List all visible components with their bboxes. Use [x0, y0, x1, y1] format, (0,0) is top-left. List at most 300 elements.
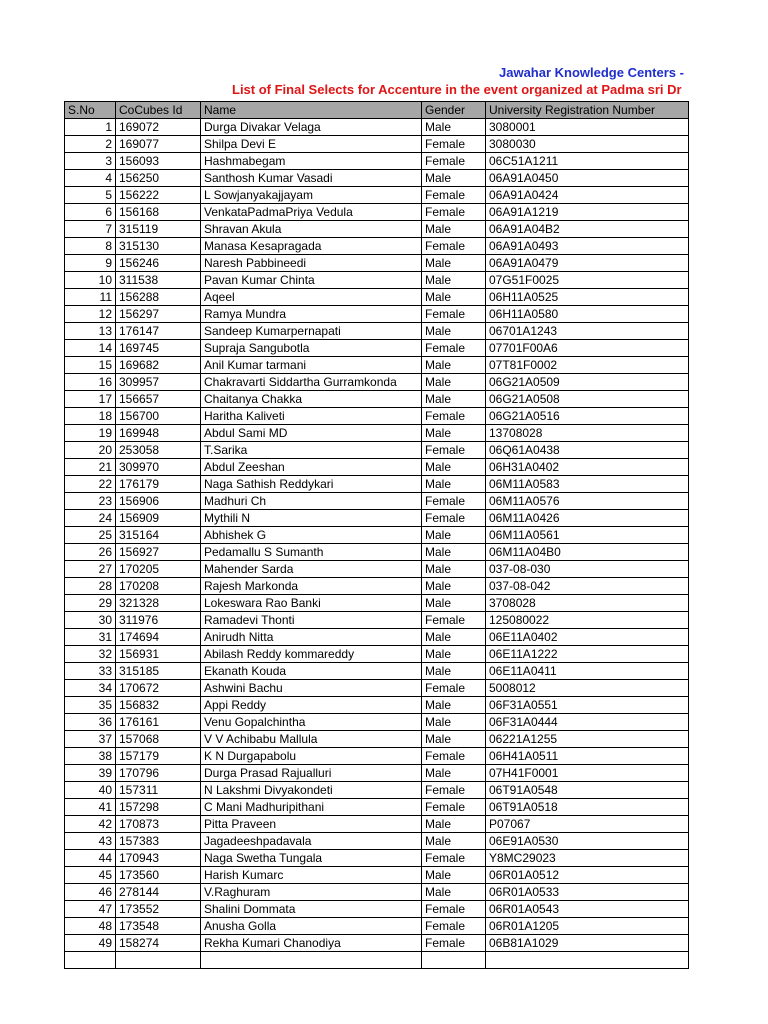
cell-cocubes-id: 315119	[116, 221, 201, 238]
cell-sno: 21	[65, 459, 116, 476]
cell-registration-number: 06A91A1219	[486, 204, 689, 221]
cell-sno: 22	[65, 476, 116, 493]
cell-gender: Male	[422, 255, 486, 272]
cell-name: Pedamallu S Sumanth	[201, 544, 422, 561]
cell-cocubes-id: 169077	[116, 136, 201, 153]
cell-sno: 32	[65, 646, 116, 663]
cell-cocubes-id: 157068	[116, 731, 201, 748]
cell-gender: Female	[422, 408, 486, 425]
cell-sno: 42	[65, 816, 116, 833]
table-row	[65, 272, 689, 289]
table-row	[65, 765, 689, 782]
table-row	[65, 238, 689, 255]
document-subtitle: List of Final Selects for Accenture in the event organized at Padma sri Dr	[232, 82, 682, 97]
table-row	[65, 935, 689, 952]
cell-cocubes-id: 169682	[116, 357, 201, 374]
cell-gender: Female	[422, 187, 486, 204]
cell-name: C Mani Madhuripithani	[201, 799, 422, 816]
cell-name: Hashmabegam	[201, 153, 422, 170]
header-sno: S.No	[65, 102, 116, 119]
cell-registration-number: 06E11A0402	[486, 629, 689, 646]
table-row	[65, 255, 689, 272]
table-row	[65, 527, 689, 544]
cell-registration-number: 037-08-030	[486, 561, 689, 578]
cell-registration-number: 06A91A0493	[486, 238, 689, 255]
cell-gender: Male	[422, 884, 486, 901]
cell-registration-number: 3080030	[486, 136, 689, 153]
cell-gender: Male	[422, 357, 486, 374]
cell-gender: Female	[422, 510, 486, 527]
cell-cocubes-id: 176147	[116, 323, 201, 340]
cell-gender: Female	[422, 204, 486, 221]
cell-cocubes-id: 170873	[116, 816, 201, 833]
cell-gender: Female	[422, 918, 486, 935]
cell-registration-number: 07G51F0025	[486, 272, 689, 289]
cell-gender: Male	[422, 221, 486, 238]
cell-cocubes-id: 156906	[116, 493, 201, 510]
table-row	[65, 595, 689, 612]
table-header-row	[65, 102, 689, 119]
cell-registration-number: 06M11A04B0	[486, 544, 689, 561]
cell-sno: 9	[65, 255, 116, 272]
cell-gender: Male	[422, 459, 486, 476]
cell-name: Chaitanya Chakka	[201, 391, 422, 408]
cell-registration-number: 06A91A04B2	[486, 221, 689, 238]
cell-cocubes-id: 156093	[116, 153, 201, 170]
cell-sno: 48	[65, 918, 116, 935]
cell-name: Pitta Praveen	[201, 816, 422, 833]
cell-sno: 6	[65, 204, 116, 221]
cell-name: Aqeel	[201, 289, 422, 306]
table-row	[65, 153, 689, 170]
cell-gender: Male	[422, 697, 486, 714]
cell-name: K N Durgapabolu	[201, 748, 422, 765]
cell-registration-number: 125080022	[486, 612, 689, 629]
cell-cocubes-id: 156927	[116, 544, 201, 561]
cell-name: Naresh Pabbineedi	[201, 255, 422, 272]
cell-sno: 40	[65, 782, 116, 799]
cell-sno: 24	[65, 510, 116, 527]
cell-name: Harish Kumarc	[201, 867, 422, 884]
cell-name: V.Raghuram	[201, 884, 422, 901]
table-row	[65, 646, 689, 663]
table-row	[65, 204, 689, 221]
cell-name: Santhosh Kumar Vasadi	[201, 170, 422, 187]
cell-gender: Male	[422, 272, 486, 289]
table-row	[65, 663, 689, 680]
table-row	[65, 136, 689, 153]
cell-registration-number: 06F31A0444	[486, 714, 689, 731]
cell-sno: 8	[65, 238, 116, 255]
table-row	[65, 289, 689, 306]
cell-name: Ramadevi Thonti	[201, 612, 422, 629]
header-registration-number: University Registration Number	[486, 102, 689, 119]
cell-cocubes-id: 173560	[116, 867, 201, 884]
cell-registration-number: 06Q61A0438	[486, 442, 689, 459]
cell-gender: Female	[422, 153, 486, 170]
cell-gender: Female	[422, 306, 486, 323]
cell-registration-number: 06G21A0508	[486, 391, 689, 408]
table-row	[65, 408, 689, 425]
cell-cocubes-id: 156700	[116, 408, 201, 425]
cell-name: Jagadeeshpadavala	[201, 833, 422, 850]
cell-name: Naga Swetha Tungala	[201, 850, 422, 867]
cell-gender: Female	[422, 493, 486, 510]
cell-gender: Female	[422, 680, 486, 697]
cell-cocubes-id: 156931	[116, 646, 201, 663]
cell-cocubes-id: 309957	[116, 374, 201, 391]
cell-name: Abdul Sami MD	[201, 425, 422, 442]
cell-sno: 46	[65, 884, 116, 901]
table-row	[65, 391, 689, 408]
cell-sno: 25	[65, 527, 116, 544]
cell-name: L Sowjanyakajjayam	[201, 187, 422, 204]
cell-name: N Lakshmi Divyakondeti	[201, 782, 422, 799]
cell-name: Appi Reddy	[201, 697, 422, 714]
table-row	[65, 629, 689, 646]
cell-sno: 3	[65, 153, 116, 170]
table-row	[65, 187, 689, 204]
table-row	[65, 459, 689, 476]
table-row	[65, 170, 689, 187]
cell-registration-number: 06R01A0533	[486, 884, 689, 901]
cell-registration-number: 06B81A1029	[486, 935, 689, 952]
cell-registration-number: 06G21A0509	[486, 374, 689, 391]
cell-sno: 13	[65, 323, 116, 340]
cell-registration-number: 06E91A0530	[486, 833, 689, 850]
cell-name: Rekha Kumari Chanodiya	[201, 935, 422, 952]
table-row	[65, 493, 689, 510]
cell-sno: 39	[65, 765, 116, 782]
cell-registration-number: 06T91A0548	[486, 782, 689, 799]
cell-sno: 45	[65, 867, 116, 884]
cell-gender: Female	[422, 850, 486, 867]
cell-sno: 11	[65, 289, 116, 306]
cell-gender: Male	[422, 544, 486, 561]
cell-cocubes-id: 170205	[116, 561, 201, 578]
cell-gender: Male	[422, 714, 486, 731]
cell-name: Mythili N	[201, 510, 422, 527]
cell-sno: 20	[65, 442, 116, 459]
cell-cocubes-id: 169072	[116, 119, 201, 136]
cell-name: Manasa Kesapragada	[201, 238, 422, 255]
cell-name: Shilpa Devi E	[201, 136, 422, 153]
cell-cocubes-id: 156909	[116, 510, 201, 527]
cell-sno: 41	[65, 799, 116, 816]
cell-cocubes-id: 157179	[116, 748, 201, 765]
table-row	[65, 884, 689, 901]
cell-registration-number	[486, 952, 689, 969]
cell-sno: 12	[65, 306, 116, 323]
cell-registration-number: 06H31A0402	[486, 459, 689, 476]
cell-sno: 7	[65, 221, 116, 238]
cell-gender: Male	[422, 833, 486, 850]
table-row	[65, 850, 689, 867]
cell-registration-number: 13708028	[486, 425, 689, 442]
cell-sno: 29	[65, 595, 116, 612]
table-row	[65, 119, 689, 136]
cell-sno: 35	[65, 697, 116, 714]
cell-cocubes-id: 156288	[116, 289, 201, 306]
document-title: Jawahar Knowledge Centers -	[499, 65, 684, 80]
table-row	[65, 476, 689, 493]
cell-gender: Male	[422, 374, 486, 391]
header-gender: Gender	[422, 102, 486, 119]
cell-cocubes-id: 157311	[116, 782, 201, 799]
cell-sno: 30	[65, 612, 116, 629]
cell-cocubes-id: 315185	[116, 663, 201, 680]
cell-name: Lokeswara Rao Banki	[201, 595, 422, 612]
cell-sno: 27	[65, 561, 116, 578]
table-body	[65, 119, 689, 969]
cell-gender: Male	[422, 391, 486, 408]
cell-cocubes-id: 176179	[116, 476, 201, 493]
cell-registration-number: 06E11A1222	[486, 646, 689, 663]
cell-registration-number: 037-08-042	[486, 578, 689, 595]
cell-sno: 1	[65, 119, 116, 136]
table-row	[65, 340, 689, 357]
cell-gender: Male	[422, 731, 486, 748]
cell-name: Rajesh Markonda	[201, 578, 422, 595]
cell-gender: Male	[422, 476, 486, 493]
header-name: Name	[201, 102, 422, 119]
cell-gender: Female	[422, 782, 486, 799]
cell-gender: Female	[422, 748, 486, 765]
cell-sno	[65, 952, 116, 969]
cell-cocubes-id: 174694	[116, 629, 201, 646]
cell-gender: Male	[422, 561, 486, 578]
cell-cocubes-id: 309970	[116, 459, 201, 476]
cell-sno: 4	[65, 170, 116, 187]
cell-sno: 28	[65, 578, 116, 595]
cell-sno: 16	[65, 374, 116, 391]
cell-gender: Male	[422, 629, 486, 646]
cell-name	[201, 952, 422, 969]
cell-name: Sandeep Kumarpernapati	[201, 323, 422, 340]
cell-sno: 47	[65, 901, 116, 918]
cell-cocubes-id: 321328	[116, 595, 201, 612]
cell-gender: Male	[422, 765, 486, 782]
cell-name: Haritha Kaliveti	[201, 408, 422, 425]
cell-gender: Female	[422, 340, 486, 357]
cell-registration-number: 06R01A1205	[486, 918, 689, 935]
cell-cocubes-id: 156832	[116, 697, 201, 714]
cell-registration-number: 06M11A0426	[486, 510, 689, 527]
cell-gender: Male	[422, 663, 486, 680]
cell-name: V V Achibabu Mallula	[201, 731, 422, 748]
cell-registration-number: 06H11A0525	[486, 289, 689, 306]
cell-cocubes-id: 170796	[116, 765, 201, 782]
cell-name: T.Sarika	[201, 442, 422, 459]
table-row	[65, 442, 689, 459]
cell-name: Shalini Dommata	[201, 901, 422, 918]
cell-registration-number: 06M11A0583	[486, 476, 689, 493]
cell-gender: Male	[422, 527, 486, 544]
cell-registration-number: 07701F00A6	[486, 340, 689, 357]
cell-gender: Male	[422, 816, 486, 833]
cell-registration-number: 06221A1255	[486, 731, 689, 748]
cell-gender: Male	[422, 119, 486, 136]
table-row	[65, 357, 689, 374]
cell-sno: 31	[65, 629, 116, 646]
cell-registration-number: P07067	[486, 816, 689, 833]
cell-cocubes-id: 157383	[116, 833, 201, 850]
cell-cocubes-id: 156246	[116, 255, 201, 272]
cell-registration-number: Y8MC29023	[486, 850, 689, 867]
cell-sno: 38	[65, 748, 116, 765]
cell-gender: Female	[422, 799, 486, 816]
cell-gender: Female	[422, 901, 486, 918]
cell-name: Abhishek G	[201, 527, 422, 544]
cell-registration-number: 06C51A1211	[486, 153, 689, 170]
cell-registration-number: 06R01A0543	[486, 901, 689, 918]
cell-sno: 49	[65, 935, 116, 952]
cell-cocubes-id: 156168	[116, 204, 201, 221]
cell-registration-number: 06A91A0450	[486, 170, 689, 187]
cell-gender: Female	[422, 238, 486, 255]
cell-registration-number: 07H41F0001	[486, 765, 689, 782]
table-row	[65, 731, 689, 748]
cell-name: Anusha Golla	[201, 918, 422, 935]
cell-registration-number: 06R01A0512	[486, 867, 689, 884]
cell-cocubes-id: 253058	[116, 442, 201, 459]
cell-cocubes-id: 170943	[116, 850, 201, 867]
cell-name: Ashwini Bachu	[201, 680, 422, 697]
cell-sno: 33	[65, 663, 116, 680]
cell-gender: Male	[422, 323, 486, 340]
cell-registration-number: 06H11A0580	[486, 306, 689, 323]
table-row	[65, 918, 689, 935]
cell-cocubes-id: 169948	[116, 425, 201, 442]
cell-cocubes-id: 311538	[116, 272, 201, 289]
table-row	[65, 578, 689, 595]
cell-sno: 34	[65, 680, 116, 697]
cell-cocubes-id	[116, 952, 201, 969]
cell-cocubes-id: 156657	[116, 391, 201, 408]
cell-registration-number: 3080001	[486, 119, 689, 136]
cell-gender: Female	[422, 442, 486, 459]
cell-registration-number: 06F31A0551	[486, 697, 689, 714]
cell-cocubes-id: 169745	[116, 340, 201, 357]
cell-cocubes-id: 173552	[116, 901, 201, 918]
cell-registration-number: 06M11A0576	[486, 493, 689, 510]
cell-cocubes-id: 176161	[116, 714, 201, 731]
cell-sno: 37	[65, 731, 116, 748]
cell-sno: 10	[65, 272, 116, 289]
cell-name: Mahender Sarda	[201, 561, 422, 578]
cell-sno: 36	[65, 714, 116, 731]
table-row	[65, 323, 689, 340]
cell-sno: 14	[65, 340, 116, 357]
cell-cocubes-id: 170672	[116, 680, 201, 697]
cell-gender: Male	[422, 867, 486, 884]
table-row	[65, 306, 689, 323]
table-row	[65, 221, 689, 238]
cell-cocubes-id: 157298	[116, 799, 201, 816]
cell-registration-number: 06T91A0518	[486, 799, 689, 816]
cell-sno: 15	[65, 357, 116, 374]
cell-name: Pavan Kumar Chinta	[201, 272, 422, 289]
cell-sno: 17	[65, 391, 116, 408]
cell-sno: 18	[65, 408, 116, 425]
cell-sno: 19	[65, 425, 116, 442]
selects-table	[64, 101, 689, 969]
cell-registration-number: 06A91A0479	[486, 255, 689, 272]
table-row	[65, 901, 689, 918]
table-row	[65, 782, 689, 799]
table-row	[65, 374, 689, 391]
table-row	[65, 561, 689, 578]
cell-name: Naga Sathish Reddykari	[201, 476, 422, 493]
cell-cocubes-id: 156297	[116, 306, 201, 323]
table-row	[65, 714, 689, 731]
cell-gender: Female	[422, 612, 486, 629]
cell-gender: Female	[422, 136, 486, 153]
cell-name: Abdul Zeeshan	[201, 459, 422, 476]
cell-name: Anirudh Nitta	[201, 629, 422, 646]
table-row	[65, 510, 689, 527]
cell-name: Durga Divakar Velaga	[201, 119, 422, 136]
cell-name: Anil Kumar tarmani	[201, 357, 422, 374]
table-row	[65, 544, 689, 561]
cell-name: Durga Prasad Rajualluri	[201, 765, 422, 782]
table-row	[65, 867, 689, 884]
cell-registration-number: 06G21A0516	[486, 408, 689, 425]
table-row	[65, 697, 689, 714]
table-row	[65, 612, 689, 629]
cell-name: Shravan Akula	[201, 221, 422, 238]
cell-cocubes-id: 315164	[116, 527, 201, 544]
cell-sno: 26	[65, 544, 116, 561]
cell-registration-number: 06A91A0424	[486, 187, 689, 204]
cell-cocubes-id: 170208	[116, 578, 201, 595]
table-row	[65, 952, 689, 969]
table-row	[65, 833, 689, 850]
cell-cocubes-id: 156222	[116, 187, 201, 204]
header-cocubes-id: CoCubes Id	[116, 102, 201, 119]
cell-registration-number: 06E11A0411	[486, 663, 689, 680]
cell-registration-number: 06701A1243	[486, 323, 689, 340]
cell-gender	[422, 952, 486, 969]
cell-gender: Male	[422, 646, 486, 663]
cell-registration-number: 5008012	[486, 680, 689, 697]
cell-name: Venu Gopalchintha	[201, 714, 422, 731]
cell-registration-number: 06H41A0511	[486, 748, 689, 765]
cell-gender: Male	[422, 578, 486, 595]
table-row	[65, 748, 689, 765]
cell-sno: 44	[65, 850, 116, 867]
cell-name: Ramya Mundra	[201, 306, 422, 323]
cell-name: VenkataPadmaPriya Vedula	[201, 204, 422, 221]
cell-gender: Male	[422, 425, 486, 442]
cell-sno: 43	[65, 833, 116, 850]
cell-name: Supraja Sangubotla	[201, 340, 422, 357]
cell-sno: 5	[65, 187, 116, 204]
cell-sno: 2	[65, 136, 116, 153]
cell-cocubes-id: 278144	[116, 884, 201, 901]
cell-name: Ekanath Kouda	[201, 663, 422, 680]
cell-registration-number: 07T81F0002	[486, 357, 689, 374]
cell-registration-number: 06M11A0561	[486, 527, 689, 544]
table-row	[65, 425, 689, 442]
table-row	[65, 799, 689, 816]
cell-registration-number: 3708028	[486, 595, 689, 612]
cell-gender: Female	[422, 935, 486, 952]
cell-name: Madhuri Ch	[201, 493, 422, 510]
cell-gender: Male	[422, 289, 486, 306]
cell-cocubes-id: 158274	[116, 935, 201, 952]
cell-gender: Male	[422, 170, 486, 187]
